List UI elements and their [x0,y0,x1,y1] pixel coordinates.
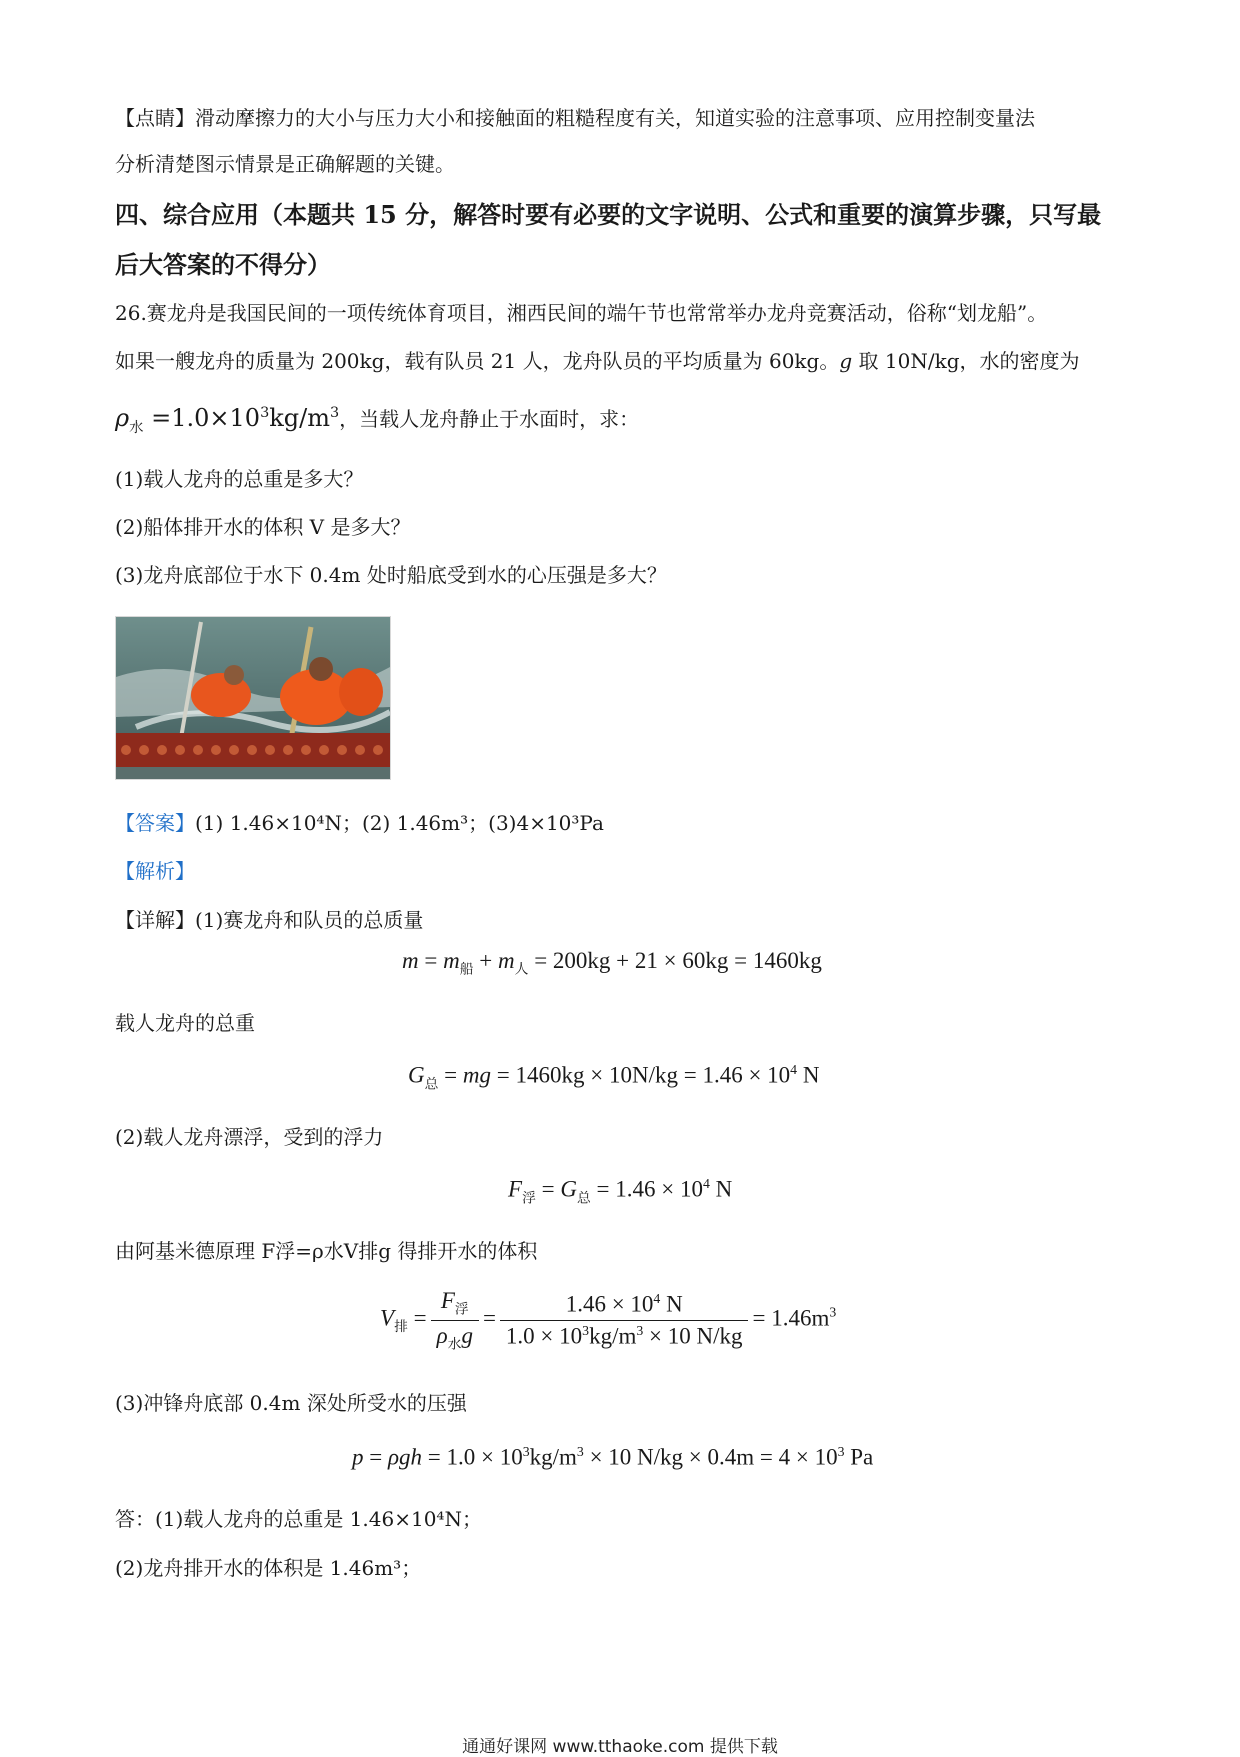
equation-volume: $V_排$ = $\frac{F_浮}{\rho_水g}$ = $\frac{1.46 \times 10^4 N}{1.0 \times 10^3kg/m^3 \times 10 N/kg}$ = $1.46m^3$ [380,1288,837,1352]
answer-text: (1) 1.46×10⁴N；(2) 1.46m³；(3)4×10³Pa [195,811,604,835]
total-weight-label: 载人龙舟的总重 [115,1011,255,1035]
equation-total-weight: $G_总$ = mg = $1460kg \times 10N/kg = 1.46 \times 10^4$ N [408,1062,820,1092]
dianjing-line-cont: 分析清楚图示情景是正确解题的关键。 [115,152,455,176]
equation-buoyancy: $F_浮 = G_总 = 1.46 \times 10^4$ N [508,1176,733,1206]
float-label: (2)载人龙舟漂浮，受到的浮力 [115,1125,384,1149]
question-26-line2 [115,346,1135,376]
dragon-boat-photo [115,616,391,780]
question-26-line2-a: 如果一艘龙舟的质量为 200kg，载有队员 21 人，龙舟队员的平均质量为 60kg。 [115,349,840,373]
answer-label: 【答案】 [115,811,195,835]
footer: 通通好课网 www.tthaoke.com 提供下载 [462,1737,778,1757]
question-26-line2-b: 取 10N/kg，水的密度为 [852,349,1080,373]
section-title: 四、综合应用（本题共 15 分，解答时要有必要的文字说明、公式和重要的演算步骤，只写最 [115,200,1102,229]
question-26-line3-text: ，当载人龙舟静止于水面时，求： [339,407,640,431]
section-title-cont: 后大答案的不得分） [115,250,331,279]
answer-line [115,808,1135,838]
final-answer-2: (2)龙舟排开水的体积是 1.46m³； [115,1556,422,1580]
pressure-label: (3)冲锋舟底部 0.4m 深处所受水的压强 [115,1391,467,1415]
equation-total-mass: $m = m_船 + m_人 = 200kg + 21 \times 60kg = 1460kg$ [402,948,822,977]
question-26-line1: 26.赛龙舟是我国民间的一项传统体育项目，湘西民间的端午节也常常举办龙舟竞赛活动，俗称“划龙船”。 [115,301,1048,325]
dragon-boat-illustration [116,617,390,779]
sub-question-3: (3)龙舟底部位于水下 0.4m 处时船底受到水的心压强是多大？ [115,563,667,587]
density-formula: $\rho_水 =1.0\times 10^3kg/m^3$ [115,404,340,436]
question-26-line3 [115,398,1135,443]
final-answer-1: 答：(1)载人龙舟的总重是 1.46×10⁴N； [115,1507,482,1531]
g-symbol: g [839,349,853,373]
dianjing-line: 【点睛】滑动摩擦力的大小与压力大小和接触面的粗糙程度有关，知道实验的注意事项、应用控制变量法 [115,106,1035,130]
detail-intro: 【详解】(1)赛龙舟和队员的总质量 [115,908,424,932]
archimedes-label: 由阿基米德原理 F浮=ρ水V排g 得排开水的体积 [115,1239,538,1263]
sub-question-1: (1)载人龙舟的总重是多大？ [115,467,364,491]
sub-question-2: (2)船体排开水的体积 V 是多大？ [115,515,411,539]
equation-pressure: $p = \rho gh = 1.0 \times 10^3kg/m^3 \times 10$ $N/kg \times 0.4m = 4 \times 10^3$ Pa [352,1444,874,1470]
analysis-label: 【解析】 [115,859,195,883]
